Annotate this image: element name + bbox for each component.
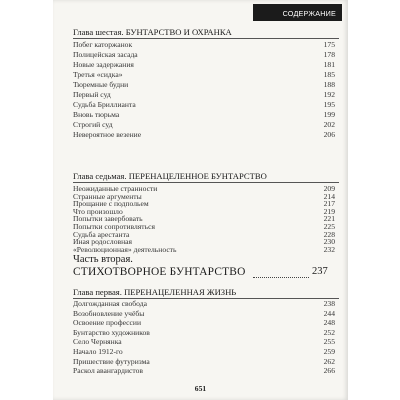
toc-entry[interactable]: Прощание с подпольем 217 xyxy=(73,199,335,209)
chapter-rule xyxy=(73,38,339,39)
toc-entry[interactable]: Строгий суд 202 xyxy=(73,120,335,129)
chapter-heading-7 xyxy=(73,171,267,181)
part-title[interactable]: СТИХОТВОРНОЕ БУНТАРСТВО xyxy=(73,266,246,278)
toc-entry[interactable]: Судьба Бриллианта 195 xyxy=(73,100,335,109)
chapter-heading-6 xyxy=(73,27,232,37)
chapter-prefix: Глава седьмая. xyxy=(73,171,127,181)
toc-entry[interactable]: Третья «сидка» 185 xyxy=(73,70,335,79)
toc-entry[interactable]: Иная родословная 230 xyxy=(73,237,335,247)
page-number: 651 xyxy=(194,384,207,393)
part-label: Часть вторая. xyxy=(73,254,133,265)
toc-entry[interactable]: Вновь тюрьма 199 xyxy=(73,110,335,119)
toc-entry[interactable]: Невероятное везение 206 xyxy=(73,130,335,139)
toc-entry[interactable]: Что произошло 219 xyxy=(73,206,335,216)
toc-entry[interactable]: Освоение профессии 248 xyxy=(73,318,335,328)
toc-entry[interactable]: Раскол авангардистов 266 xyxy=(73,366,335,376)
leader-dots xyxy=(253,268,309,278)
toc-entry[interactable]: Судьба арестанта 228 xyxy=(73,229,335,239)
chapter-title: ПЕРЕНАЦЕЛЕННОЕ БУНТАРСТВО xyxy=(128,171,267,181)
toc-entry[interactable]: «Революционная» деятельность 232 xyxy=(73,244,335,254)
toc-entry[interactable]: Пришествие футуризма 262 xyxy=(73,356,335,366)
toc-entry[interactable]: Возобновление учёбы 244 xyxy=(73,308,335,318)
running-head: СОДЕРЖАНИЕ xyxy=(253,4,342,21)
toc-entry[interactable]: Начало 1912-го 259 xyxy=(73,347,335,356)
book-page xyxy=(53,0,348,400)
chapter-heading-part2-1 xyxy=(73,287,236,297)
toc-entry[interactable]: Бунтарство художников 252 xyxy=(73,327,335,337)
chapter-title: БУНТАРСТВО И ОХРАНКА xyxy=(125,27,232,37)
toc-entry[interactable]: Странные аргументы 214 xyxy=(73,191,335,201)
part-page-number: 237 xyxy=(312,266,328,277)
toc-entry[interactable]: Полицейская засада 178 xyxy=(73,50,335,59)
toc-entry[interactable]: Тюремные будни 188 xyxy=(73,80,335,89)
chapter-prefix: Глава шестая. xyxy=(73,27,124,37)
toc-entry[interactable]: Долгожданная свобода 238 xyxy=(73,299,335,308)
chapter-title: ПЕРЕНАЦЕЛЕННАЯ ЖИЗНЬ xyxy=(124,287,237,297)
toc-entry[interactable]: Попытки сопротивляться 225 xyxy=(73,222,335,231)
toc-entry[interactable]: Побег каторжанок 175 xyxy=(73,40,335,49)
chapter-rule xyxy=(73,182,339,183)
toc-entry[interactable]: Попытки завербовать 221 xyxy=(73,214,335,224)
toc-entry[interactable]: Село Чернянка 255 xyxy=(73,337,335,347)
toc-entry[interactable]: Первый суд 192 xyxy=(73,90,335,99)
chapter-prefix: Глава первая. xyxy=(73,287,125,297)
toc-entry[interactable]: Неожиданные странности 209 xyxy=(73,184,335,193)
toc-entry[interactable]: Новые задержания 181 xyxy=(73,60,335,69)
